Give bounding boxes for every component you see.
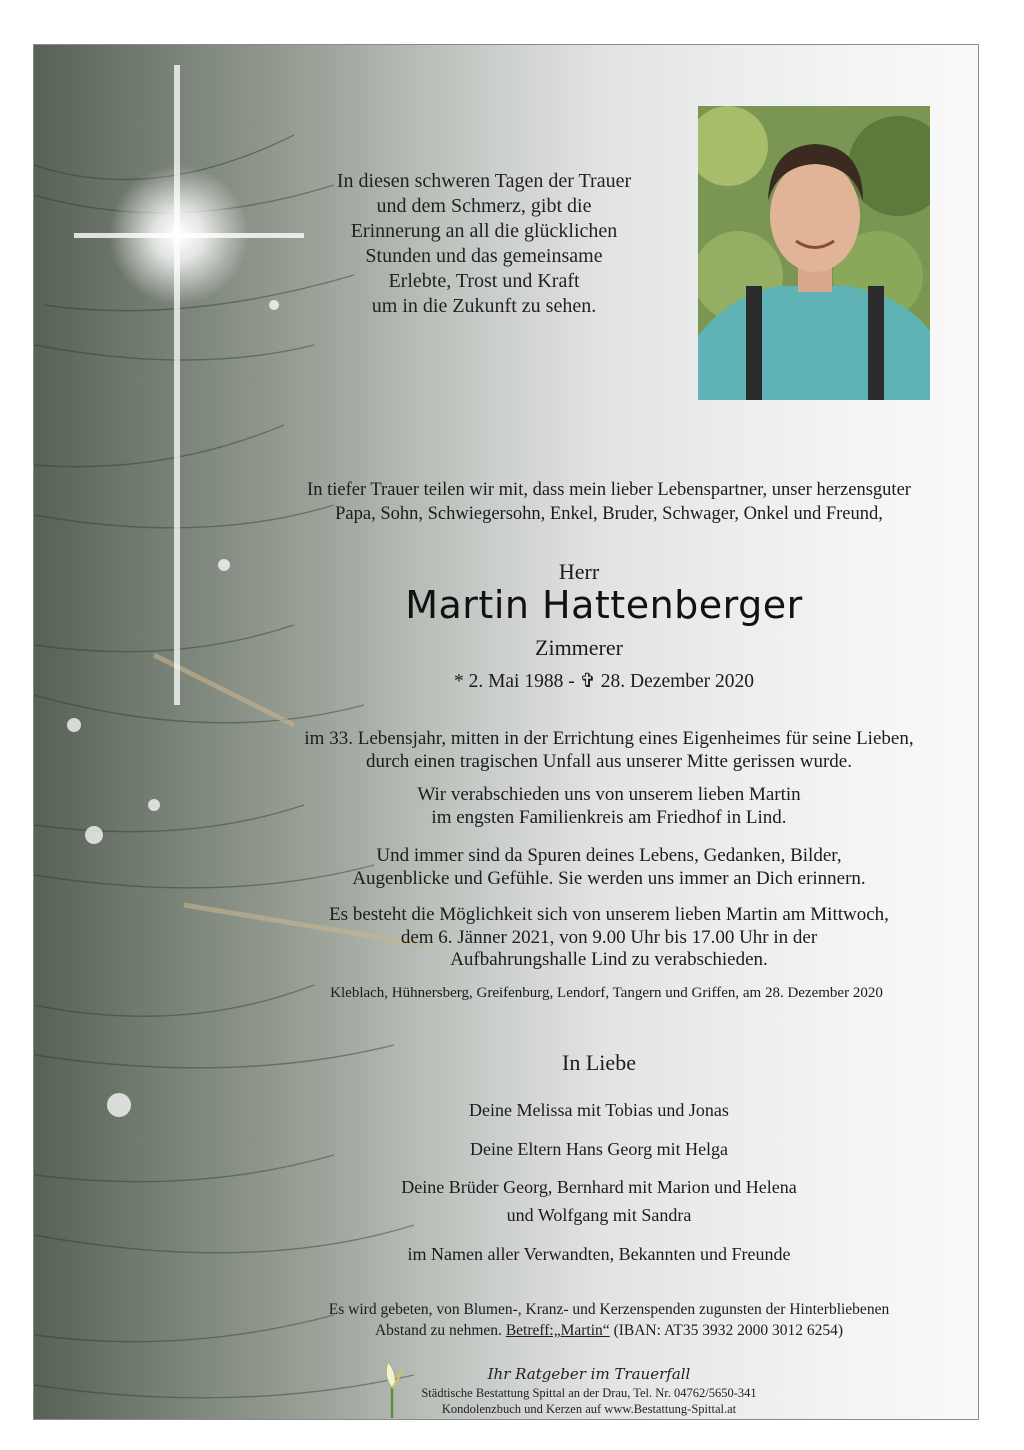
text-line: Es besteht die Möglichkeit sich von unserem lieben Martin am Mittwoch,: [329, 904, 889, 925]
text-line: dem 6. Jänner 2021, von 9.00 Uhr bis 17.00 Uhr in der: [400, 926, 818, 948]
death-circumstances-paragraph: [234, 728, 979, 773]
announcement-intro: [234, 478, 979, 526]
viewing-paragraph: [234, 904, 979, 972]
text-line: im 33. Lebensjahr, mitten in der Errichtung eines Eigenheimes für seine Lieben,: [304, 728, 914, 749]
footer-contact: Städtische Bestattung Spittal an der Drau, Tel. Nr. 04762/5650-341: [421, 1386, 757, 1400]
mourner-line: und Wolfgang mit Sandra: [506, 1205, 692, 1225]
verse-line: um in die Zukunft zu sehen.: [371, 295, 597, 317]
text-line: durch einen tragischen Unfall aus unserer Mitte gerissen wurde.: [366, 750, 852, 772]
honorific: Herr: [558, 559, 600, 584]
portrait-photo: [698, 106, 930, 400]
life-dates: * 2. Mai 1988 - ✞ 28. Dezember 2020: [453, 671, 755, 692]
verse-line: Erinnerung an all die glücklichen: [350, 220, 618, 242]
verse-line: In diesen schweren Tagen der Trauer: [336, 170, 632, 192]
donation-line: Es wird gebeten, von Blumen-, Kranz- und Kerzenspenden zugunsten der Hinterbliebenen: [328, 1301, 890, 1318]
funeral-home-footer: [379, 1363, 799, 1417]
footer-website[interactable]: Kondolenzbuch und Kerzen auf www.Bestattung-Spittal.at: [441, 1402, 737, 1416]
profession: Zimmerer: [535, 635, 623, 660]
intro-line: In tiefer Trauer teilen wir mit, dass mein lieber Lebenspartner, unser herzensguter: [307, 480, 911, 500]
donation-line: [244, 1320, 974, 1341]
verse-line: und dem Schmerz, gibt die: [376, 195, 592, 217]
mourner-line: Deine Melissa mit Tobias und Jonas: [469, 1100, 729, 1120]
deceased-name: Martin Hattenberger: [405, 583, 803, 627]
text-line: im engsten Familienkreis am Friedhof in Lind.: [431, 806, 787, 828]
intro-line: Papa, Sohn, Schwiegersohn, Enkel, Bruder, Schwager, Onkel und Freund,: [335, 504, 883, 524]
mourner-line: Deine Eltern Hans Georg mit Helga: [469, 1139, 729, 1159]
portrait-illustration: [698, 106, 930, 400]
in-liebe-heading: In Liebe: [562, 1050, 636, 1075]
consolation-verse: [259, 169, 709, 319]
verse-line: Erlebte, Trost und Kraft: [388, 270, 580, 292]
memory-paragraph: [234, 845, 979, 890]
obituary-sheet: [33, 44, 979, 1420]
verse-line: Stunden und das gemeinsame: [365, 245, 603, 267]
mourner-line: Deine Brüder Georg, Bernhard mit Marion und Helena: [401, 1177, 797, 1197]
footer-slogan: Ihr Ratgeber im Trauerfall: [487, 1365, 691, 1383]
donation-iban: (IBAN: AT35 3932 2000 3012 6254): [613, 1322, 844, 1339]
donation-reference: Betreff:„Martin“: [505, 1322, 610, 1339]
text-line: Wir verabschieden uns von unserem lieben Martin: [417, 784, 801, 805]
mourner-line: im Namen aller Verwandten, Bekannten und Freunde: [407, 1244, 791, 1264]
text-line: Und immer sind da Spuren deines Lebens, Gedanken, Bilder,: [376, 845, 842, 866]
donation-text: Abstand zu nehmen.: [374, 1322, 502, 1339]
text-line: Augenblicke und Gefühle. Sie werden uns immer an Dich erinnern.: [352, 867, 866, 889]
mourner-siblings: [264, 1173, 934, 1229]
place-and-date: Kleblach, Hühnersberg, Greifenburg, Lendorf, Tangern und Griffen, am 28. Dezember 2020: [330, 985, 883, 1001]
farewell-paragraph: [234, 784, 979, 829]
donation-notice: [244, 1299, 974, 1341]
text-line: Aufbahrungshalle Lind zu verabschieden.: [450, 949, 768, 970]
